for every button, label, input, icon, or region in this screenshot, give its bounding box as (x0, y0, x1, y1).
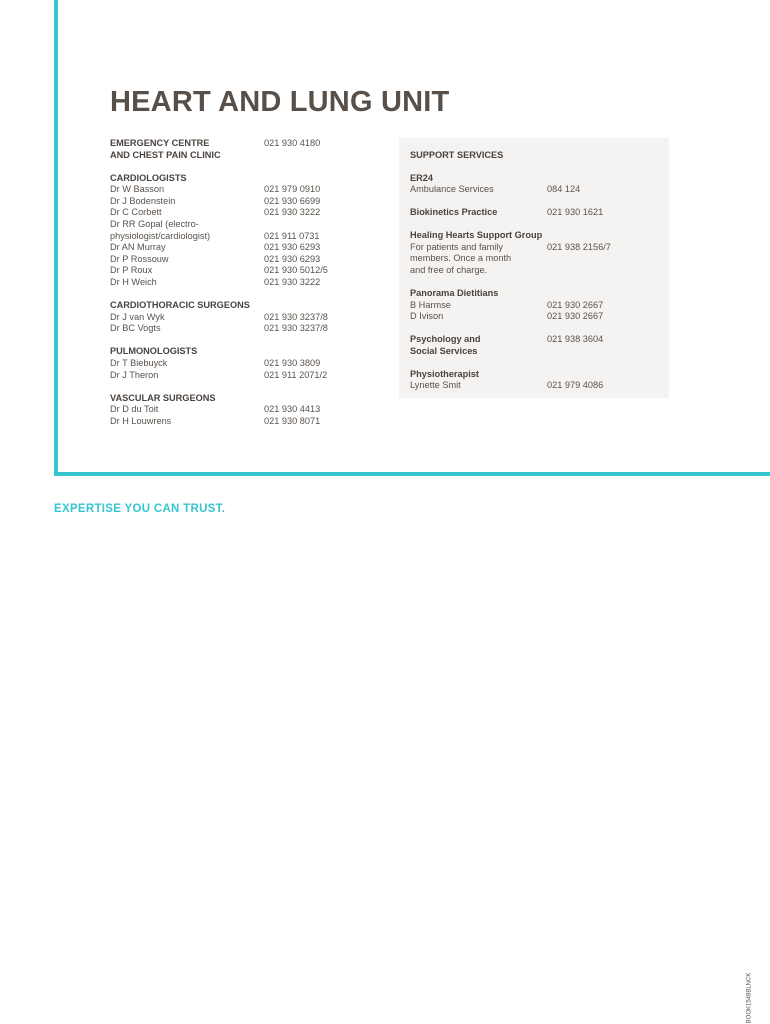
phone-number: 021 911 0731 (264, 230, 320, 241)
contact-name: Ambulance Services (410, 184, 494, 195)
support-row (410, 369, 669, 381)
page-title: HEART AND LUNG UNIT (110, 86, 450, 118)
directory-row (110, 231, 370, 243)
phone-number: 021 930 4180 (264, 138, 321, 148)
directory-row (110, 346, 370, 358)
contact-name: Dr H Louwrens (110, 415, 172, 426)
phone-number: 021 930 4413 (264, 404, 321, 415)
support-row (410, 311, 669, 323)
support-row (410, 380, 669, 392)
contact-name: D Ivison (410, 311, 444, 322)
phone-number: 021 930 5012/5 (264, 265, 328, 276)
section-heading: Panorama Dietitians (410, 287, 499, 298)
phone-number: 021 930 3809 (264, 358, 321, 368)
support-row (410, 184, 669, 196)
document-code: BOOK1548BLNCK (746, 972, 753, 1024)
support-section (410, 334, 669, 357)
contact-name: physiologist/cardiologist) (110, 230, 211, 241)
phone-number: 021 930 3222 (264, 207, 321, 218)
support-services-heading (410, 150, 669, 162)
tagline: EXPERTISE YOU CAN TRUST. (54, 503, 226, 515)
section-heading: CARDIOTHORACIC SURGEONS (110, 300, 250, 311)
directory-row (110, 207, 370, 219)
phone-number: 021 930 3237/8 (264, 323, 328, 334)
contact-name: Dr D du Toit (110, 404, 159, 415)
support-row (410, 207, 669, 219)
section-heading: CARDIOLOGISTS (110, 172, 187, 183)
phone-number: 021 930 1621 (547, 207, 604, 218)
directory-row (110, 196, 370, 208)
directory-row (110, 219, 370, 231)
contact-name: Dr BC Vogts (110, 323, 161, 334)
support-row (410, 173, 669, 185)
support-section (410, 369, 669, 392)
phone-number: 084 124 (547, 184, 581, 195)
directory-row (110, 416, 370, 428)
support-row (410, 300, 669, 312)
directory-row (110, 370, 370, 382)
directory-row (110, 404, 370, 416)
directory-row (110, 265, 370, 277)
directory-section (110, 138, 370, 161)
directory-row (110, 173, 370, 185)
directory-row (110, 150, 370, 162)
section-heading: Psychology and (410, 334, 481, 345)
contact-name: Dr P Roux (110, 265, 153, 276)
directory-section (110, 346, 370, 381)
support-row (410, 288, 669, 300)
support-services-list (410, 173, 669, 392)
support-section (410, 288, 669, 323)
section-heading: AND CHEST PAIN CLINIC (110, 149, 221, 160)
directory-row (110, 312, 370, 324)
support-row (410, 230, 669, 242)
phone-number: 021 930 3237/8 (264, 311, 328, 322)
contact-name: Dr H Weich (110, 277, 157, 288)
directory-row (110, 242, 370, 254)
directory-section (110, 393, 370, 428)
directory-row (110, 138, 370, 150)
section-heading: PULMONOLOGISTS (110, 346, 198, 357)
support-services-heading-text: SUPPORT SERVICES (410, 150, 504, 160)
phone-number: 021 930 2667 (547, 299, 604, 310)
phone-number: 021 930 3222 (264, 277, 321, 288)
directory-row (110, 393, 370, 405)
contact-name: Dr T Biebuyck (110, 358, 168, 368)
section-heading: EMERGENCY CENTRE (110, 138, 210, 148)
contact-name: Dr J Bodenstein (110, 195, 176, 206)
contact-name: Dr C Corbett (110, 207, 162, 218)
support-section (410, 230, 669, 276)
phone-number: 021 938 3604 (547, 334, 604, 345)
contact-name: Lynette Smit (410, 380, 461, 391)
section-heading: ER24 (410, 172, 433, 183)
support-row (410, 242, 669, 254)
contact-name: and free of charge. (410, 264, 488, 275)
contact-name: For patients and family (410, 241, 503, 252)
directory-row (110, 300, 370, 312)
phone-number: 021 930 6699 (264, 195, 321, 206)
directory-section (110, 300, 370, 335)
directory-row (110, 323, 370, 335)
directory-section (110, 173, 370, 289)
contact-name: Dr RR Gopal (electro- (110, 219, 199, 230)
support-row (410, 346, 669, 358)
phone-number: 021 979 0910 (264, 184, 321, 195)
contact-directory (110, 138, 370, 439)
phone-number: 021 930 8071 (264, 415, 321, 426)
support-row (410, 253, 669, 265)
section-heading: Biokinetics Practice (410, 207, 498, 218)
support-section (410, 173, 669, 196)
phone-number: 021 930 6293 (264, 253, 321, 264)
phone-number: 021 938 2156/7 (547, 241, 611, 252)
contact-name: Dr W Basson (110, 184, 165, 195)
directory-row (110, 277, 370, 289)
phone-number: 021 930 6293 (264, 242, 321, 253)
contact-name: Dr AN Murray (110, 242, 166, 253)
contact-name: B Harmse (410, 299, 451, 310)
section-heading: VASCULAR SURGEONS (110, 392, 216, 403)
support-section (410, 207, 669, 219)
section-heading: Social Services (410, 345, 478, 356)
section-heading: Healing Hearts Support Group (410, 230, 543, 241)
support-services-panel (399, 138, 669, 398)
contact-name: Dr J Theron (110, 369, 159, 380)
phone-number: 021 911 2071/2 (264, 369, 328, 380)
phone-number: 021 979 4086 (547, 380, 604, 391)
contact-name: Dr P Rossouw (110, 253, 169, 264)
support-row (410, 265, 669, 277)
directory-row (110, 358, 370, 370)
directory-row (110, 254, 370, 266)
contact-name: members. Once a month (410, 253, 512, 264)
phone-number: 021 930 2667 (547, 311, 604, 322)
support-row (410, 334, 669, 346)
section-heading: Physiotherapist (410, 368, 479, 379)
contact-name: Dr J van Wyk (110, 311, 165, 322)
directory-row (110, 184, 370, 196)
